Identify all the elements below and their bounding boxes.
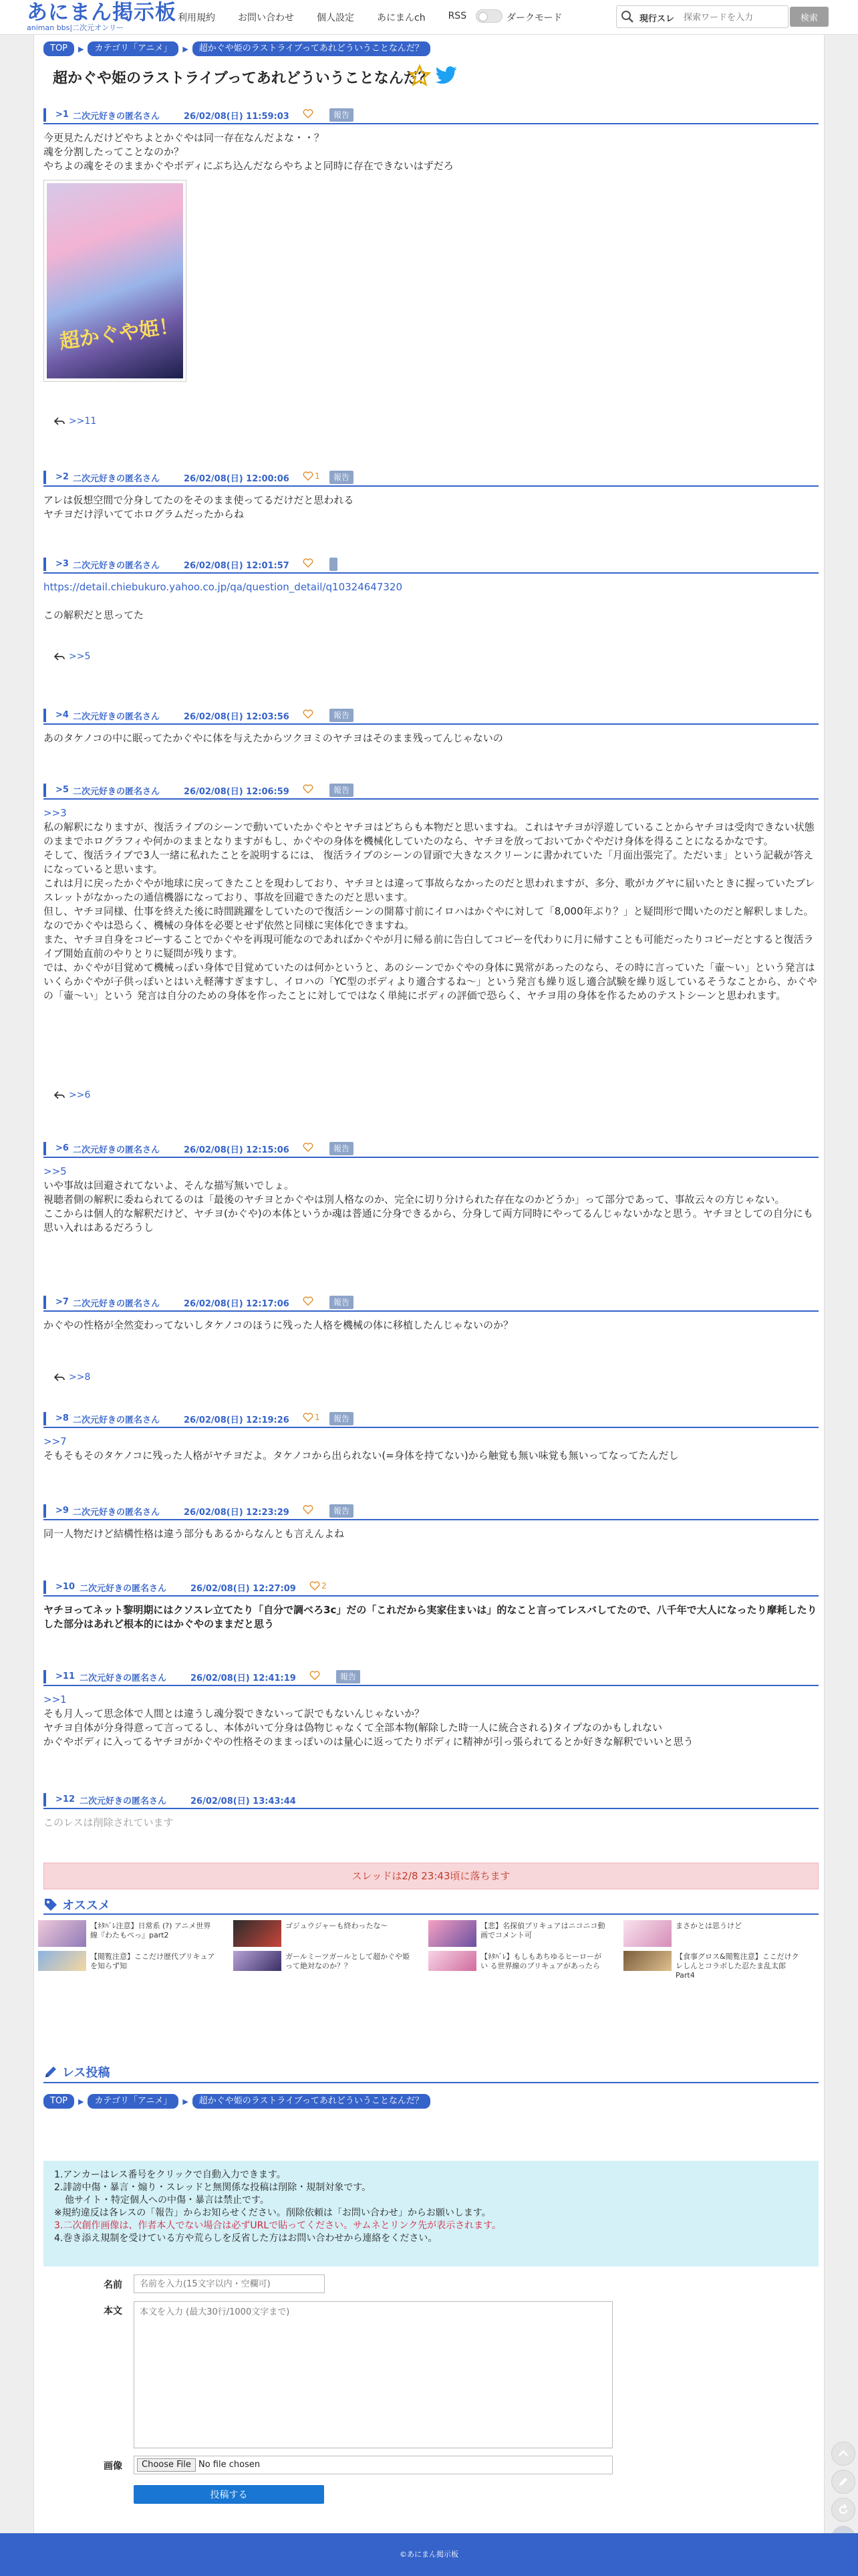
report-button[interactable]: 報告 (329, 471, 353, 484)
breadcrumb-top[interactable]: TOP (43, 2094, 74, 2109)
header-nav (178, 11, 489, 24)
breadcrumb-separator: ▶ (78, 44, 84, 53)
reply-links[interactable] (54, 1372, 90, 1383)
post-12 (43, 1792, 819, 1830)
search-input[interactable] (684, 10, 784, 25)
post-number[interactable]: >7 (43, 1296, 74, 1309)
post-number[interactable]: >8 (43, 1412, 74, 1425)
recommend-title[interactable]: 【ﾈﾀﾊﾞﾚ注意】日常系 (?) アニメ世界線『わたもぺっ』part2 (90, 1921, 211, 1940)
post-body (43, 725, 819, 745)
post-date: 26/02/08(日) 12:15:06 (184, 1145, 289, 1155)
post-date: 26/02/08(日) 12:03:56 (184, 712, 289, 722)
recommend-title[interactable]: ゴジュウジャーも終わったな〜 (285, 1921, 388, 1930)
post-header (43, 1294, 819, 1312)
search-icon (621, 10, 634, 23)
post-body (43, 1312, 819, 1332)
site-header (0, 0, 858, 35)
reply-link[interactable]: >>5 (69, 651, 91, 662)
breadcrumb-separator: ▶ (182, 2097, 188, 2106)
rule-line: 3.二次創作画像は、作者本人でない場合は必ずURLで貼ってください。サムネとリンク先が表示されます。 (54, 2220, 502, 2231)
thread-title: 超かぐや姫のラストライブってあれどういうことなんだ？ (53, 70, 433, 87)
scroll-top-button[interactable] (831, 2442, 855, 2466)
post-image[interactable] (43, 180, 186, 382)
post-line: 今更見たんだけどやちよとかぐやは同一存在なんだよな・・？ (43, 132, 325, 144)
post-paragraph: 但し、ヤチヨ同様、仕事を終えた後に時間跳躍をしていたので復活シーンの開幕寸前にイロハはかぐやに対して「8,000年ぶり？」と疑問形で聞いたのだと解釈しました。 なのでかぐやは恐らく、機械の身体を必要とせず依然と同様に実体化できますね。 (43, 905, 814, 931)
breadcrumb-category[interactable]: カテゴリ「アニメ」 (88, 41, 178, 56)
post-header (43, 1503, 819, 1520)
search-button[interactable]: 検索 (790, 7, 829, 27)
post-line: あのタケノコの中に眠ってたかぐやに体を与えたからツクヨミのヤチヨはそのまま残ってんじゃないの (43, 732, 503, 744)
post-date: 26/02/08(日) 12:00:06 (184, 474, 289, 484)
recommend-item[interactable] (38, 1920, 219, 1971)
section-divider (43, 1913, 819, 1915)
poster-name: 二次元好きの匿名さん (73, 1145, 160, 1155)
reply-links[interactable] (54, 651, 90, 662)
body-label: 本文 (104, 2306, 122, 2317)
like-heart-icon[interactable] (303, 784, 313, 794)
like-count: 1 (315, 1413, 320, 1422)
recommend-item[interactable] (428, 1920, 609, 1971)
reply-links[interactable] (54, 1090, 90, 1100)
poster-name: 二次元好きの匿名さん (73, 1508, 160, 1518)
poster-name: 二次元好きの匿名さん (73, 787, 160, 797)
rule-line: 2.誹謗中傷・暴言・煽り・スレッドと無関係な投稿は削除・規制対象です。 (54, 2182, 372, 2193)
tag-icon (43, 1897, 58, 1912)
post-date: 26/02/08(日) 12:23:29 (184, 1508, 289, 1518)
section-divider (43, 2082, 819, 2083)
like-heart-icon[interactable] (303, 1142, 313, 1153)
reply-arrow-icon (54, 417, 65, 425)
report-button[interactable]: 報告 (329, 1296, 353, 1309)
post-date: 26/02/08(日) 12:17:06 (184, 1299, 289, 1309)
post-line: 同一人物だけど結構性格は違う部分もあるからなんとも言えんよね (43, 1528, 345, 1540)
post-10 (43, 1579, 819, 1631)
post-body (43, 487, 819, 521)
reload-button[interactable] (831, 2498, 855, 2522)
recommend-title[interactable]: ガールミーツガールとして超かぐや姫って絶対なのか？？ (285, 1952, 410, 1970)
poster-name: 二次元好きの匿名さん (73, 561, 160, 571)
post-header (43, 556, 819, 574)
post-line: ヤチヨだけ浮いててホログラムだったからね (43, 508, 244, 520)
like-heart-icon[interactable] (303, 108, 313, 119)
post-3 (43, 556, 819, 622)
post-line: かぐやボディに入ってるヤチヨがかぐやの性格そのままっぽいのは量心に返ってたりボディに精神が引っ張られてるとか好きな解釈でいいと思う (43, 1736, 694, 1748)
reply-arrow-icon (54, 1091, 65, 1099)
breadcrumb-category[interactable]: カテゴリ「アニメ」 (88, 2094, 178, 2109)
post-header (43, 107, 819, 124)
nav-contact[interactable]: お問い合わせ (238, 13, 294, 23)
blank-line (43, 594, 819, 608)
post-body (43, 124, 819, 173)
site-footer: ©あにまん掲示板 (0, 2533, 858, 2576)
rule-line: 4.巻き添え規制を受けている方や荒らしを反省した方はお問い合わせから連絡をください。 (54, 2233, 438, 2244)
breadcrumb (43, 41, 430, 56)
report-button[interactable]: 報告 (336, 1670, 360, 1683)
like-count: 1 (315, 471, 320, 481)
site-logo[interactable] (27, 1, 176, 32)
breadcrumb (43, 2094, 430, 2109)
compose-button[interactable] (831, 2470, 855, 2494)
like-heart-icon[interactable] (303, 1504, 313, 1515)
post-body (43, 1809, 819, 1830)
nav-rss[interactable]: RSS (448, 11, 467, 21)
recommend-title[interactable]: 【食事グロス&閲覧注意】ここだけクレしんとコラボした忍たま乱太郎Part4 (676, 1952, 799, 1980)
post-body (43, 1597, 819, 1631)
breadcrumb-thread[interactable]: 超かぐや姫のラストライブってあれどういうことなんだ？ (192, 41, 430, 56)
image-file-input[interactable] (134, 2456, 613, 2474)
like-heart-icon[interactable] (303, 558, 313, 568)
post-paragraph: 私の解釈になりますが、復活ライブのシーンで動いていたかぐやとヤチヨはどちらも本物だと思いますね。これはヤチヨが浮遊していることからヤチヨは受肉できない状態のままでホログラフィや何かのままとなりますがもし、かぐやの身体を機械化していたのなら、ヤチヨを放っておいてかぐやだけ身体を得ることになるかなです。 (43, 821, 815, 847)
recommend-thumbnail (623, 1920, 672, 1947)
recommend-thumbnail (38, 1951, 86, 1971)
twitter-share-icon[interactable] (435, 66, 458, 86)
recommend-item[interactable] (623, 1920, 804, 1980)
post-paragraph: ここからは個人的な解釈だけど、ヤチヨ(かぐや)の本体というか魂は普通に分身できるから、分身して両方同時にやってるんじゃないかなと思う。ヤチヨとしての自分にも思い入れはあるだろうし (43, 1207, 813, 1234)
name-label: 名前 (104, 2280, 122, 2291)
external-link[interactable]: https://detail.chiebukuro.yahoo.co.jp/qa/question_detail/q10324647320 (43, 581, 403, 593)
post-number[interactable]: >1 (43, 108, 74, 122)
post-line: アレは仮想空間で分身してたのをそのまま使ってるだけだと思われる (43, 494, 354, 506)
search-box (616, 5, 789, 28)
post-line: ヤチヨ自体が分身得意って言ってるし、本体がいて分身は偽物じゃなくて全部本物(解除した時一人に統合される)タイプなのかもしれない (43, 1722, 662, 1734)
reply-arrow-icon (54, 1373, 65, 1381)
post-date: 26/02/08(日) 12:01:57 (184, 561, 289, 571)
edit-icon (837, 2476, 849, 2488)
reply-arrow-icon (54, 653, 65, 661)
post-body (43, 1158, 819, 1235)
rule-line: ※規約違反は各レスの「報告」からお知らせください。削除依頼は「お問い合わせ」からお願いします。 (54, 2208, 491, 2218)
post-header (43, 782, 819, 800)
like-heart-icon[interactable] (303, 471, 313, 481)
post-header (43, 1141, 819, 1158)
post-number[interactable]: >4 (43, 709, 74, 722)
post-body (43, 1520, 819, 1541)
poster-name: 二次元好きの匿名さん (73, 474, 160, 484)
recommend-item[interactable] (233, 1920, 414, 1971)
post-11 (43, 1669, 819, 1749)
post-paragraph: いや事故は回避されてないよ、そんな描写無いでしょ。 (43, 1179, 295, 1191)
choose-file-button[interactable]: Choose File (137, 2458, 196, 2472)
report-button[interactable]: 報告 (329, 1412, 353, 1425)
reply-links[interactable] (54, 416, 96, 427)
nav-settings[interactable]: 個人設定 (317, 13, 354, 23)
post-5 (43, 782, 819, 1003)
post-body (43, 1686, 819, 1749)
post-header (43, 1669, 819, 1686)
nav-terms[interactable]: 利用規約 (178, 13, 215, 23)
anchor-link[interactable]: >>7 (43, 1435, 67, 1447)
post-header (43, 1411, 819, 1428)
poster-name: 二次元好きの匿名さん (73, 1415, 160, 1425)
post-7 (43, 1294, 819, 1332)
name-input[interactable] (134, 2274, 325, 2293)
report-button[interactable]: 報告 (329, 1504, 353, 1518)
deleted-notice: このレスは削除されています (43, 1817, 174, 1829)
anchor-link[interactable]: >>3 (43, 807, 67, 819)
post-date: 26/02/08(日) 13:43:44 (190, 1796, 296, 1806)
rule-line: 他サイト・特定個人への中傷・暴言は禁止です。 (65, 2195, 269, 2206)
recommend-thumbnail (623, 1951, 672, 1971)
recommend-heading-text: オススメ (62, 1899, 110, 1913)
like-heart-icon[interactable] (309, 1670, 320, 1681)
post-number[interactable]: >2 (43, 471, 74, 484)
post-date: 26/02/08(日) 12:06:59 (184, 787, 289, 797)
post-4 (43, 707, 819, 745)
post-paragraph: これは月に戻ったかぐやが地球に戻ってきたことを現わしており、ヤチヨとは違って事故らなかったのだと思われますが、多分、歌がカグヤに届いたときに握っていたブレスレットがなかったの通信機器になっており、事故を回避できたのだと思います。 (43, 877, 815, 903)
recommend-thumbnail (428, 1920, 476, 1947)
reply-link[interactable]: >>8 (69, 1372, 91, 1383)
post-body (43, 1428, 819, 1463)
submit-button[interactable]: 投稿する (134, 2485, 324, 2504)
post-header (43, 1792, 819, 1809)
file-status: No file chosen (198, 2460, 261, 2470)
like-count: 2 (321, 1581, 327, 1591)
post-9 (43, 1503, 819, 1541)
nav-animanch[interactable]: あにまんch (377, 13, 426, 23)
post-number[interactable]: >6 (43, 1142, 74, 1155)
post-line: そも月人って思念体で人間とは違うし魂分裂できないって訳でもないんじゃないか？ (43, 1708, 425, 1720)
like-heart-icon[interactable] (303, 1412, 313, 1423)
recommend-heading (43, 1896, 110, 1913)
post-date: 26/02/08(日) 12:27:09 (190, 1584, 296, 1594)
arrow-up-icon (837, 2448, 849, 2460)
thread-closing-notice: スレッドは2/8 23:43頃に落ちます (43, 1863, 819, 1889)
post-6 (43, 1141, 819, 1235)
body-textarea[interactable] (134, 2301, 613, 2448)
recommend-title[interactable]: 【閲覧注意】ここだけ歴代プリキュアを知らず知 (90, 1952, 215, 1970)
report-button[interactable]: 報告 (329, 108, 353, 122)
post-number[interactable]: >3 (43, 558, 74, 571)
dark-mode-toggle[interactable] (476, 9, 503, 23)
post-body (43, 574, 819, 622)
post-line: 魂を分割したってことなのか？ (43, 146, 184, 158)
recommend-title[interactable]: 【ﾈﾀﾊﾞﾚ】もしもあちゆるヒーローがい る世界線のプリキュアがあったら (480, 1952, 602, 1970)
recommend-thumbnail (233, 1951, 281, 1971)
post-1 (43, 107, 819, 382)
post-number[interactable]: >10 (43, 1580, 80, 1594)
post-image-caption: 超かぐや姫！ (57, 314, 181, 354)
breadcrumb-thread[interactable]: 超かぐや姫のラストライブってあれどういうことなんだ？ (192, 2094, 430, 2109)
poster-name: 二次元好きの匿名さん (80, 1796, 167, 1806)
pencil-icon (43, 2065, 58, 2079)
reload-icon (837, 2504, 849, 2516)
post-image-artwork (47, 183, 183, 378)
main-container (33, 35, 825, 2576)
post-date: 26/02/08(日) 12:19:26 (184, 1415, 289, 1425)
recommend-thumbnail (38, 1920, 86, 1947)
post-line: かぐやの性格が全然変わってないしタケノコのほうに残った人格を機械の体に移植したんじゃないのか？ (43, 1319, 514, 1331)
post-number[interactable]: >5 (43, 784, 74, 797)
reply-form-heading (43, 2063, 110, 2081)
anchor-link[interactable]: >>5 (43, 1165, 67, 1177)
post-paragraph: では、かぐやが目覚めて機械っぽい身体で目覚めていたのは何かというと、あのシーンでかぐやの身体に異常があったのなら、その時に言っていた「壷〜い」という発言はいくらかぐやが子供っぽいとはいえ軽薄すぎますし、イロハの「YC型のボディより適合するね〜」という発言も繰り返し適合試験を繰り返しているそうなことから、かぐやの「壷〜い」という 発言は自分のための身体を作ったことに対してではなく単純にボディの評価で恐らく、ヤチヨ用の身体を作るためのテストシーンと思われます。 (43, 961, 817, 1002)
breadcrumb-top[interactable]: TOP (43, 41, 74, 56)
reply-form-heading-text: レス投稿 (62, 2066, 110, 2080)
report-button[interactable]: 報告 (329, 1142, 353, 1155)
recommend-thumbnail (233, 1920, 281, 1947)
post-line: この解釈だと思ってた (43, 609, 144, 621)
poster-name: 二次元好きの匿名さん (73, 112, 160, 122)
recommend-thumbnail (428, 1951, 476, 1971)
reply-link[interactable]: >>6 (69, 1090, 91, 1100)
breadcrumb-separator: ▶ (182, 44, 188, 53)
search-scope-select[interactable]: 現行スレ (639, 14, 675, 24)
poster-name: 二次元好きの匿名さん (80, 1584, 167, 1594)
post-number[interactable]: >12 (43, 1793, 80, 1806)
poster-name: 二次元好きの匿名さん (73, 712, 160, 722)
post-line: そもそもそのタケノコに残った人格がヤチヨだよ。タケノコから出られない(=身体を持てない)から触覚も無い味覚も無いってなってたんだし (43, 1449, 679, 1461)
anchor-link[interactable]: >>1 (43, 1693, 67, 1706)
post-date: 26/02/08(日) 12:41:19 (190, 1673, 296, 1683)
like-heart-icon[interactable] (309, 1580, 320, 1591)
posting-rules (43, 2161, 819, 2266)
post-paragraph: また、ヤチヨ自身をコピーすることでかぐやを再現可能なのであればかぐやが月に帰る前に告白してコピーを代わりに月に帰すことも可能だったりコピーだとすると復活ライブ開始直前のやりとりに疑問が残ります。 (43, 933, 814, 959)
post-paragraph: 視聴者側の解釈に委ねられてるのは「最後のヤチヨとかぐやは別人格なのか、完全に切り分けられた存在なのかどうか」って部分であって、事故云々の方じゃない。 (43, 1193, 785, 1205)
poster-name: 二次元好きの匿名さん (73, 1299, 160, 1309)
recommend-title[interactable]: 【悲】名探偵プリキュアはニコニコ動画でコメント可 (480, 1921, 605, 1940)
like-heart-icon[interactable] (303, 709, 313, 719)
post-header (43, 469, 819, 487)
post-number[interactable]: >11 (43, 1670, 80, 1683)
report-button[interactable]: 報告 (329, 709, 353, 722)
post-line: やちよの魂をそのままかぐやボディにぶち込んだならやちよと同時に存在できないはずだろ (43, 160, 454, 172)
post-2 (43, 469, 819, 521)
breadcrumb-separator: ▶ (78, 2097, 84, 2106)
report-button[interactable]: 報告 (329, 784, 353, 797)
rule-line: 1.アンカーはレス番号をクリックで自動入力できます。 (54, 2170, 286, 2180)
post-8 (43, 1411, 819, 1463)
post-date: 26/02/08(日) 11:59:03 (184, 112, 289, 122)
report-button[interactable] (329, 558, 337, 571)
logo-title: あにまん掲示板 (27, 1, 176, 25)
post-body (43, 800, 819, 1003)
post-line: ヤチヨってネット黎明期にはクソスレ立てたり「自分で調べろ3c」だの「これだから実家住まいは」的なこと言ってレスバしてたので、八千年で大人になったり摩耗したりした部分はあれど根本的にはかぐやのままだと思う (43, 1604, 817, 1630)
dark-mode-label: ダークモード (507, 13, 563, 23)
favorite-star-icon[interactable] (408, 64, 431, 87)
reply-link[interactable]: >>11 (69, 416, 97, 427)
recommend-title[interactable]: まさかとは思うけど (676, 1921, 742, 1930)
post-header (43, 707, 819, 725)
poster-name: 二次元好きの匿名さん (80, 1673, 167, 1683)
image-label: 画像 (104, 2461, 122, 2472)
like-heart-icon[interactable] (303, 1296, 313, 1306)
post-paragraph: そして、復活ライブで3人一緒に私れたことを説明するには、 復活ライブのシーンの冒頭で大きなスクリーンに書かれていた「月面出張完了。ただいま」という記載が答えになっていると思います。 (43, 849, 814, 875)
post-number[interactable]: >9 (43, 1504, 74, 1518)
post-header (43, 1579, 819, 1597)
logo-subtitle: animan bbs|二次元オンリー (27, 23, 124, 32)
